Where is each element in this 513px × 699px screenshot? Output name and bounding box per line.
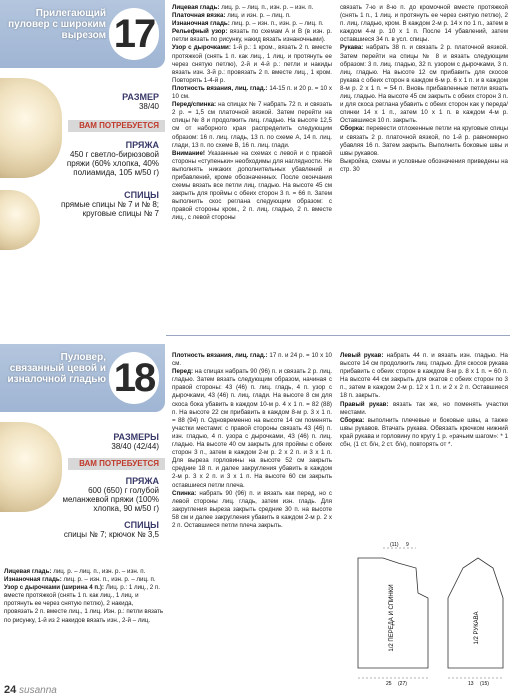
paragraph-text: 17 п. и 24 р. = 10 х 10 см.: [172, 352, 332, 368]
paragraph-heading: Рукава:: [340, 44, 364, 52]
section-divider: [166, 335, 510, 336]
paragraph-text: на спицах № 7 набрать 72 п. и связать 2 р. = 1,5 см платочной вязкой. Затем перейти на спицы № 8 и продолжить лиц. гладью. На высоте 12,5 см от наборного края распределить следующим образом: 16 п. лиц. гладь, 13 п. по схеме А, 14 п. лиц. глади, 13 п. по схеме В, 16 п. лиц. глади.: [172, 101, 332, 149]
paragraph-heading: Плотность вязания, лиц. глад.:: [172, 84, 268, 92]
paragraph: [4, 568, 164, 576]
paragraph-heading: Платочная вязка:: [172, 12, 226, 20]
paragraph-text: вязать по схемам А и В (в изн. р. петли вязать по рисунку, накид вязать изнаночными).: [172, 28, 332, 44]
need-bar: ВАМ ПОТРЕБУЕТСЯ: [68, 120, 165, 132]
paragraph-heading: Лицевая гладь:: [172, 4, 220, 11]
yarn-photo: [0, 422, 62, 512]
schema-s1: 13: [468, 681, 474, 686]
paragraph-heading: Изнаночная гладь:: [4, 576, 62, 584]
paragraph: [340, 417, 508, 449]
pattern-17-number: 17: [109, 8, 159, 60]
paragraph: [340, 4, 508, 44]
schema-s2: (15): [480, 681, 489, 686]
schema-front-label: 1/2 ПЕРЕДА И СПИНКИ: [389, 584, 395, 652]
paragraph-heading: Рельефный узор:: [172, 28, 228, 36]
stitch-guide: [4, 568, 164, 625]
paragraph-heading: Внимание!: [172, 149, 205, 157]
paragraph: [172, 12, 332, 20]
paragraph-text: 1-й р.: 1 кром., вязать 2 п. вместе протяжкой (снять 1 п. как лиц., 1 лиц. и протянуть ее через снятую петлю), 2-й и 4-й р.: петли и накиды вязать изн. 3-й р.: провязать 2 п. вместе лиц., 1 кром. Повторять 1-4-й р.: [172, 44, 332, 84]
pattern-17-header: [0, 0, 165, 68]
paragraph-heading: Узор с дырочками:: [172, 44, 231, 52]
paragraph: [340, 125, 508, 157]
paragraph: [172, 44, 332, 84]
needles-heading: СПИЦЫ: [124, 520, 159, 530]
paragraph: [172, 85, 332, 101]
paragraph-heading: Правый рукав:: [340, 400, 389, 408]
paragraph: [172, 150, 332, 223]
paragraph: [172, 20, 332, 28]
pattern-schema: [338, 538, 510, 686]
size-block: [59, 92, 159, 111]
schema-w1: 25: [386, 681, 392, 686]
paragraph-heading: Сборка:: [340, 125, 365, 133]
page-footer: [4, 684, 57, 696]
schema-w2: (27): [398, 681, 407, 686]
paragraph-text: набрать 38 п. и связать 2 р. платочной вязкой. Затем перейти на спицы № 8 и вязать следующим образом: 3 п. лиц. гладью, 32 п. узором с дырочками, 3 п. лиц. гладью. На высоте 12 см прибавить для скосов рукава с обеих сторон в каждом 6-м р. 6 х 1 п. и в каждом 8-м р. 2 х 1 п. = 54 п. Вновь прибавленные петли вязать лиц. гладью. На высоте 45 см закрыть с обеих сторон 3 п. и для скоса реглана убавить с обеих сторон как у переда/спинки 14 х 1 п., затем 10 х 1 п. в каждом 4-м р. Оставшиеся 10 п. закрыть.: [340, 44, 508, 125]
paragraph-text: Лиц. р.: 1 лиц., 2 п. вместе протяжкой (снять 1 п. как лиц., 1 лиц. и протянуть ее через снятую петлю), 2 накида, провязать 2 п. вместе лиц., 1 лиц. Изн. р.: петли вязать по рисунку, 1-й из 2 накидов вязать изн., 2-й – лиц.: [4, 584, 164, 624]
paragraph-text: Указанные на схемах с левой и с правой стороны «ступеньки» необходимы для наглядности. Не выполнять никаких дополнительных убавлений и прибавлений, кроме обозначенных. После окончания схемы вязать все петли лиц. гладью. На высоте 45 см закрыть для проймы с обеих сторон 3 п. = 66 п. Затем выполнить скос реглана следующим образом: с правой стороны кром., 2 п. лиц. гладью, 2 п. вместе лиц., с левой стороны: [172, 149, 332, 222]
pattern-18-number: 18: [109, 352, 159, 404]
pattern-18-title: Пуловер, связанный цевой и изналочной гладью: [7, 352, 106, 385]
paragraph-text: вязать так же, но поменять участки местами.: [340, 400, 508, 416]
pattern-18-header: [0, 344, 165, 412]
sizes-heading: РАЗМЕРЫ: [113, 432, 159, 442]
schema-top2: 9: [406, 542, 409, 548]
paragraph-text: на спицах набрать 90 (96) п. и связать 2 р. лиц. гладью. Затем вязать следующим образом, начиная с правой стороны: 43 (46) п. лиц. гладь, 4 п. узор с дырочками, 43 (46) п. лиц. глади. На высоте 8 см для скоса бока убавить в каждом 10-м р. 4 х 1 п. = 82 (88) п. На высоте 22 см прибавить в каждом 8-м р. 3 х 1 п. = 88 (94) п. Одновременно на высоте 14 см поменять участки местами: с правой стороны связать 43 (46) п. изн. гладью, 4 п. узора с дырочками, 43 (46) п. лиц. гладью. На высоте 40 см закрыть для проймы с обеих сторон 3 п., затем в каждом 2-м р. 2 х 2 п. и 3 х 1 п. Для выреза горловины на высоте 52 см закрыть средние 18 п. и далее закругления убавить в каждом 2-м р. 3 х 2 п. и 3 х 1 п. На высоте 60 см закрыть оставшиеся петли плеча.: [172, 368, 332, 489]
needles-text: прямые спицы № 7 и № 8; круговые спицы № 7: [61, 200, 159, 218]
size-value: 38/40: [138, 102, 159, 111]
paragraph-heading: Левый рукав:: [340, 352, 384, 359]
paragraph-text: лиц. р. – лиц. п., изн. р. – изн. п.: [53, 568, 146, 575]
paragraph-text: набрать 90 (96) п. и вязать как перед, но с левой стороны лиц. гладь, затем изн. гладь. Для закругления выреза закрыть средние 30 п. на высоте 58 см и далее закругления убавить в каждом 2-м р. 2 х 2 п. Оставшиеся петли плеча закрыть.: [172, 489, 332, 529]
paragraph-text: Выкройка, схемы и условные обозначения приведены на стр. 30: [340, 157, 508, 173]
needles-text: спицы № 7; крючок № 3,5: [63, 530, 159, 539]
paragraph: [4, 576, 164, 584]
needles-block: [59, 520, 159, 539]
paragraph-heading: Сборка:: [340, 416, 365, 424]
paragraph-heading: Плотность вязания, лиц. глад.:: [172, 352, 268, 359]
paragraph-text: лиц. р. – лиц. п., изн. р. – изн. п.: [221, 4, 314, 11]
paragraph-text: набрать 44 п. и вязать изн. гладью. На высоте 14 см продолжить лиц. гладью. Для скосов рукава прибавить с обеих сторон в каждом 8-м р. 8 х 1 п. = 60 п. На высоте 44 см закрыть для окатов с обеих сторон по 3 п., затем в каждом 2-м р. 12 х 1 п. и 2 х 2 п. Оставшиеся 18 п. закрыть.: [340, 352, 508, 400]
paragraph: [4, 584, 164, 624]
paragraph-text: связать 7-ю и 8-ю п. до кромочной вместе протяжкой (снять 1 п., 1 лиц. и протянуть ее через снятую петлю), 2 п. лиц. гладью, кром. В каждом 2-м р. 14 х по 1 п., затем в каждом 4-м р. 10 х 1 п. После 14 убавлений, затем оставшиеся 34 п. в усл. спицы.: [340, 4, 508, 44]
page-number: 24: [4, 684, 17, 696]
paragraph-text: 14-15 п. и 20 р. = 10 х 10 см.: [172, 84, 332, 101]
paragraph: [340, 352, 508, 401]
yarn-block: [59, 140, 159, 177]
needles-heading: СПИЦЫ: [124, 190, 159, 200]
yarn-heading: ПРЯЖА: [125, 140, 159, 150]
yarn-text: 600 (650) г голубой меланжевой пряжи (100% хлопка, 90 м/50 г): [62, 486, 159, 513]
paragraph: [172, 352, 332, 368]
pattern-18-sidebar: [0, 344, 165, 569]
paragraph-text: лиц. р. – изн. п., изн. р. – лиц. п.: [63, 576, 156, 584]
paragraph: [340, 158, 508, 174]
paragraph-heading: Изнаночная гладь:: [172, 20, 230, 28]
brand-name: susanna: [19, 685, 57, 696]
paragraph: [340, 401, 508, 417]
schema-top1: (11): [390, 542, 399, 548]
schema-sleeve-label: 1/2 РУКАВА: [474, 611, 480, 645]
need-bar: ВАМ ПОТРЕБУЕТСЯ: [68, 458, 165, 470]
pattern-18-column-1: [172, 352, 332, 682]
pattern-17-column-1: [172, 4, 332, 326]
size-heading: РАЗМЕР: [122, 92, 159, 102]
pattern-18-column-2: [340, 352, 508, 534]
paragraph: [172, 4, 332, 12]
yarn-heading: ПРЯЖА: [125, 476, 159, 486]
paragraph: [172, 490, 332, 530]
paragraph: [172, 101, 332, 150]
yarn-block: [59, 476, 159, 513]
paragraph-text: лиц. р. – изн. п., изн. р. – лиц. п.: [231, 20, 324, 28]
yarn-text: 450 г светло-бирюзовой пряжи (60% хлопка, 40% полиамида, 105 м/50 г): [66, 150, 159, 177]
paragraph-text: лиц. и изн. р. – лиц. п.: [227, 12, 291, 20]
paragraph: [172, 28, 332, 44]
pattern-17-title: Прилегающий пуловер с широким вырезом: [8, 8, 106, 41]
paragraph: [340, 44, 508, 125]
paragraph-heading: Узор с дырочками (ширина 4 п.):: [4, 584, 104, 592]
yarn-photo: [0, 78, 62, 178]
pattern-17-sidebar: [0, 0, 165, 325]
needles-block: [59, 190, 159, 218]
paragraph-text: выполнить плечевые и боковые швы, а также швы рукавов. Втачать рукава. Обвязать крючком нижний край рукава и горловину по кругу 1 р. «рачьим шагом»: * 1 сбн, (1 ст. б/н, 2 ст. б/н), повторять от *.: [340, 416, 508, 449]
pattern-17-column-2: [340, 4, 508, 326]
paragraph-text: перевести отложенные петли на круговые спицы и связать 2 р. платочной вязкой, по 1-й р. равномерно убавляя 16 п. Затем закрыть. Выполнить боковые швы и швы рукавов.: [340, 125, 508, 157]
paragraph-heading: Лицевая гладь:: [4, 568, 52, 575]
sizes-block: [59, 432, 159, 451]
paragraph-heading: Спинка:: [172, 489, 197, 497]
sizes-value: 38/40 (42/44): [111, 442, 159, 451]
paragraph: [172, 368, 332, 489]
needles-photo: [0, 190, 40, 250]
paragraph-heading: Перед:: [172, 368, 194, 376]
paragraph-heading: Перед/спинка:: [172, 101, 217, 109]
